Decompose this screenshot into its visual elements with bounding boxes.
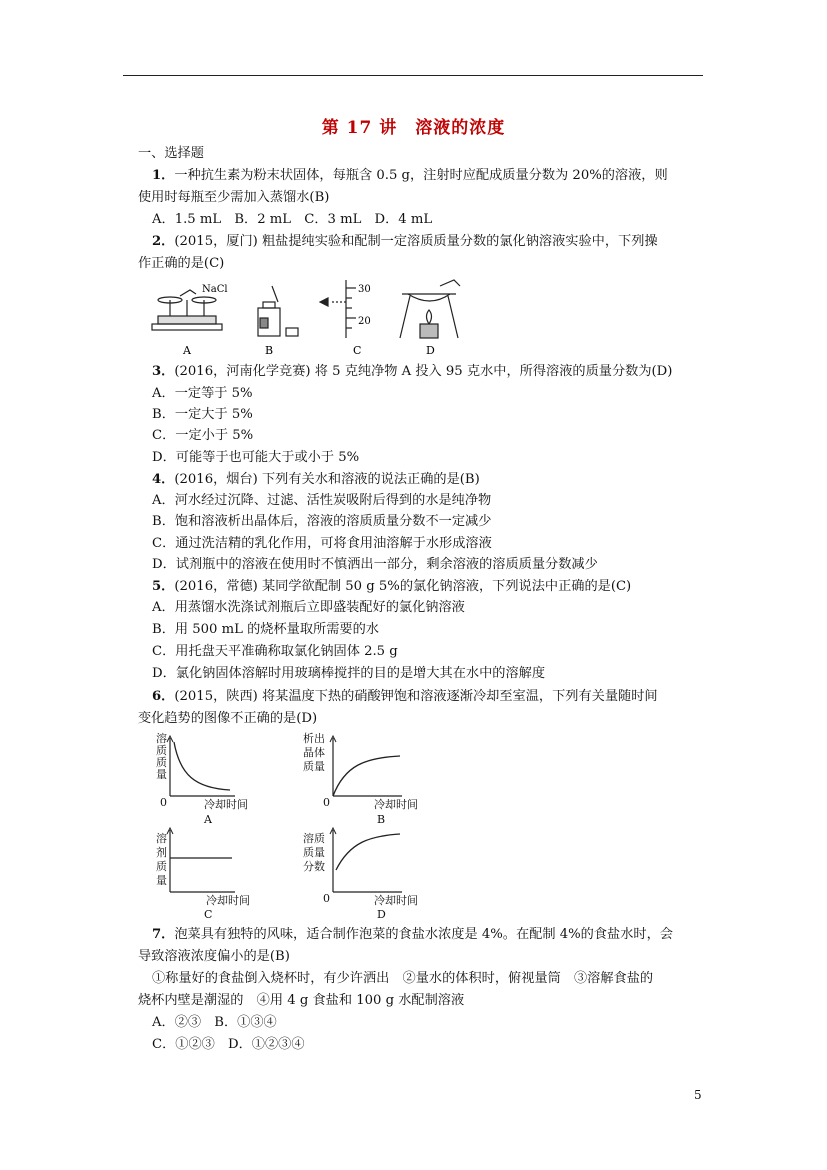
fig-label-b: B — [265, 344, 274, 357]
lab-operations-figure — [150, 278, 470, 358]
y-label: 质 — [156, 860, 167, 873]
origin: 0 — [323, 892, 330, 905]
option: A．河水经过沉降、过滤、活性炭吸附后得到的水是纯净物 — [152, 493, 492, 508]
question-7 — [152, 925, 673, 945]
x-label: 冷却时间 — [374, 894, 418, 907]
x-label: 冷却时间 — [204, 798, 248, 811]
question-7-statements-cont: 烧杯内壁是潮湿的 ④用 4 g 食盐和 100 g 水配制溶液 — [138, 993, 465, 1008]
header-rule — [123, 75, 703, 76]
fig-label-c: C — [353, 344, 362, 357]
option: C．用托盘天平准确称取氯化钠固体 2.5 g — [152, 644, 398, 659]
y-label: 分数 — [303, 860, 325, 873]
question-4 — [152, 470, 480, 490]
option: D．试剂瓶中的溶液在使用时不慎洒出一部分，剩余溶液的溶质质量分数减少 — [152, 557, 598, 572]
question-number: 4． — [152, 472, 175, 487]
question-6 — [152, 687, 658, 707]
question-7-statements: ①称量好的食盐倒入烧杯时，有少许洒出 ②量水的体积时，俯视量筒 ③溶解食盐的 — [152, 971, 654, 986]
x-label: 冷却时间 — [374, 798, 418, 811]
y-label: 量 — [156, 768, 167, 781]
tick-30: 30 — [358, 284, 371, 295]
option: A．一定等于 5% — [152, 386, 253, 401]
question-text: (2016，常德) 某同学欲配制 50 g 5%的氯化钠溶液，下列说法中正确的是(C) — [174, 579, 632, 594]
graph-b — [303, 731, 418, 826]
y-label: 溶 — [156, 832, 167, 845]
page-title: 第 17 讲 溶液的浓度 — [321, 118, 506, 138]
question-text: (2016，烟台) 下列有关水和溶液的说法正确的是(B) — [174, 472, 480, 487]
question-text: 泡菜具有独特的风味，适合制作泡菜的食盐水浓度是 4%。在配制 4%的食盐水时，会 — [174, 927, 673, 942]
question-1-cont: 使用时每瓶至少需加入蒸馏水(B) — [138, 190, 330, 205]
question-6-cont: 变化趋势的图像不正确的是(D) — [138, 711, 318, 726]
question-text: (2016，河南化学竞赛) 将 5 克纯净物 A 投入 95 克水中，所得溶液的质量分数为(D) — [174, 364, 673, 379]
question-7-options: C．①②③ D．①②③④ — [152, 1037, 305, 1052]
question-7-options: A．②③ B．①③④ — [152, 1015, 277, 1030]
y-label: 析出 — [303, 732, 325, 745]
graph-label: B — [377, 813, 386, 826]
option: A．用蒸馏水洗涤试剂瓶后立即盛装配好的氯化钠溶液 — [152, 600, 465, 615]
origin: 0 — [323, 796, 330, 809]
question-5 — [152, 577, 631, 597]
question-7-cont: 导致溶液浓度偏小的是(B) — [138, 949, 290, 964]
bottle-icon — [258, 286, 298, 336]
graph-c — [156, 828, 250, 920]
question-text: (2015，陕西) 将某温度下热的硝酸钾饱和溶液逐渐冷却至室温，下列有关量随时间 — [174, 689, 658, 704]
y-label: 质 — [156, 756, 167, 769]
question-number: 7． — [152, 927, 175, 942]
fig-label-d: D — [426, 344, 435, 357]
x-label: 冷却时间 — [206, 894, 250, 907]
question-3 — [152, 362, 672, 382]
option: D．可能等于也可能大于或小于 5% — [152, 450, 360, 465]
y-label: 质量 — [303, 846, 325, 859]
graph-label: D — [377, 908, 386, 920]
tick-20: 20 — [358, 316, 371, 327]
option: C．通过洗洁精的乳化作用，可将食用油溶解于水形成溶液 — [152, 536, 492, 551]
y-label: 质量 — [303, 760, 325, 773]
y-label: 质 — [156, 744, 167, 757]
question-number: 3． — [152, 364, 175, 379]
option: C．一定小于 5% — [152, 428, 254, 443]
y-label: 剂 — [156, 846, 167, 859]
question-text: (2015，厦门) 粗盐提纯实验和配制一定溶质质量分数的氯化钠溶液实验中，下列操 — [174, 234, 658, 249]
nacl-label: NaCl — [202, 284, 228, 295]
question-1-options: A．1.5 mL B．2 mL C．3 mL D．4 mL — [152, 212, 433, 227]
graph-a — [156, 731, 248, 826]
question-number: 2． — [152, 234, 175, 249]
section-heading: 一、选择题 — [138, 146, 204, 161]
cooling-graphs-figure — [140, 730, 440, 920]
question-1 — [152, 166, 668, 186]
question-number: 1． — [152, 168, 175, 183]
y-label: 量 — [156, 874, 167, 887]
graph-label: C — [204, 908, 213, 920]
question-2-cont: 作正确的是(C) — [138, 256, 225, 271]
graph-label: A — [204, 813, 212, 826]
question-text: 一种抗生素为粉末状固体，每瓶含 0.5 g，注射时应配成质量分数为 20%的溶液，则 — [174, 168, 668, 183]
page-number: 5 — [694, 1088, 702, 1102]
origin: 0 — [160, 796, 167, 809]
question-number: 5． — [152, 579, 175, 594]
evaporating-dish-stand-icon — [400, 280, 460, 338]
y-label: 晶体 — [303, 746, 325, 759]
balance-icon — [152, 290, 222, 330]
question-number: 6． — [152, 689, 175, 704]
question-2 — [152, 232, 658, 252]
y-label: 溶 — [156, 732, 167, 745]
option: B．饱和溶液析出晶体后，溶液的溶质质量分数不一定减少 — [152, 514, 492, 529]
option: B．用 500 mL 的烧杯量取所需要的水 — [152, 622, 379, 637]
fig-label-a: A — [183, 344, 191, 357]
graph-d — [303, 828, 418, 920]
graduated-cylinder-icon — [320, 280, 356, 338]
option: D．氯化钠固体溶解时用玻璃棒搅拌的目的是增大其在水中的溶解度 — [152, 666, 546, 681]
option: B．一定大于 5% — [152, 407, 253, 422]
y-label: 溶质 — [303, 832, 325, 845]
